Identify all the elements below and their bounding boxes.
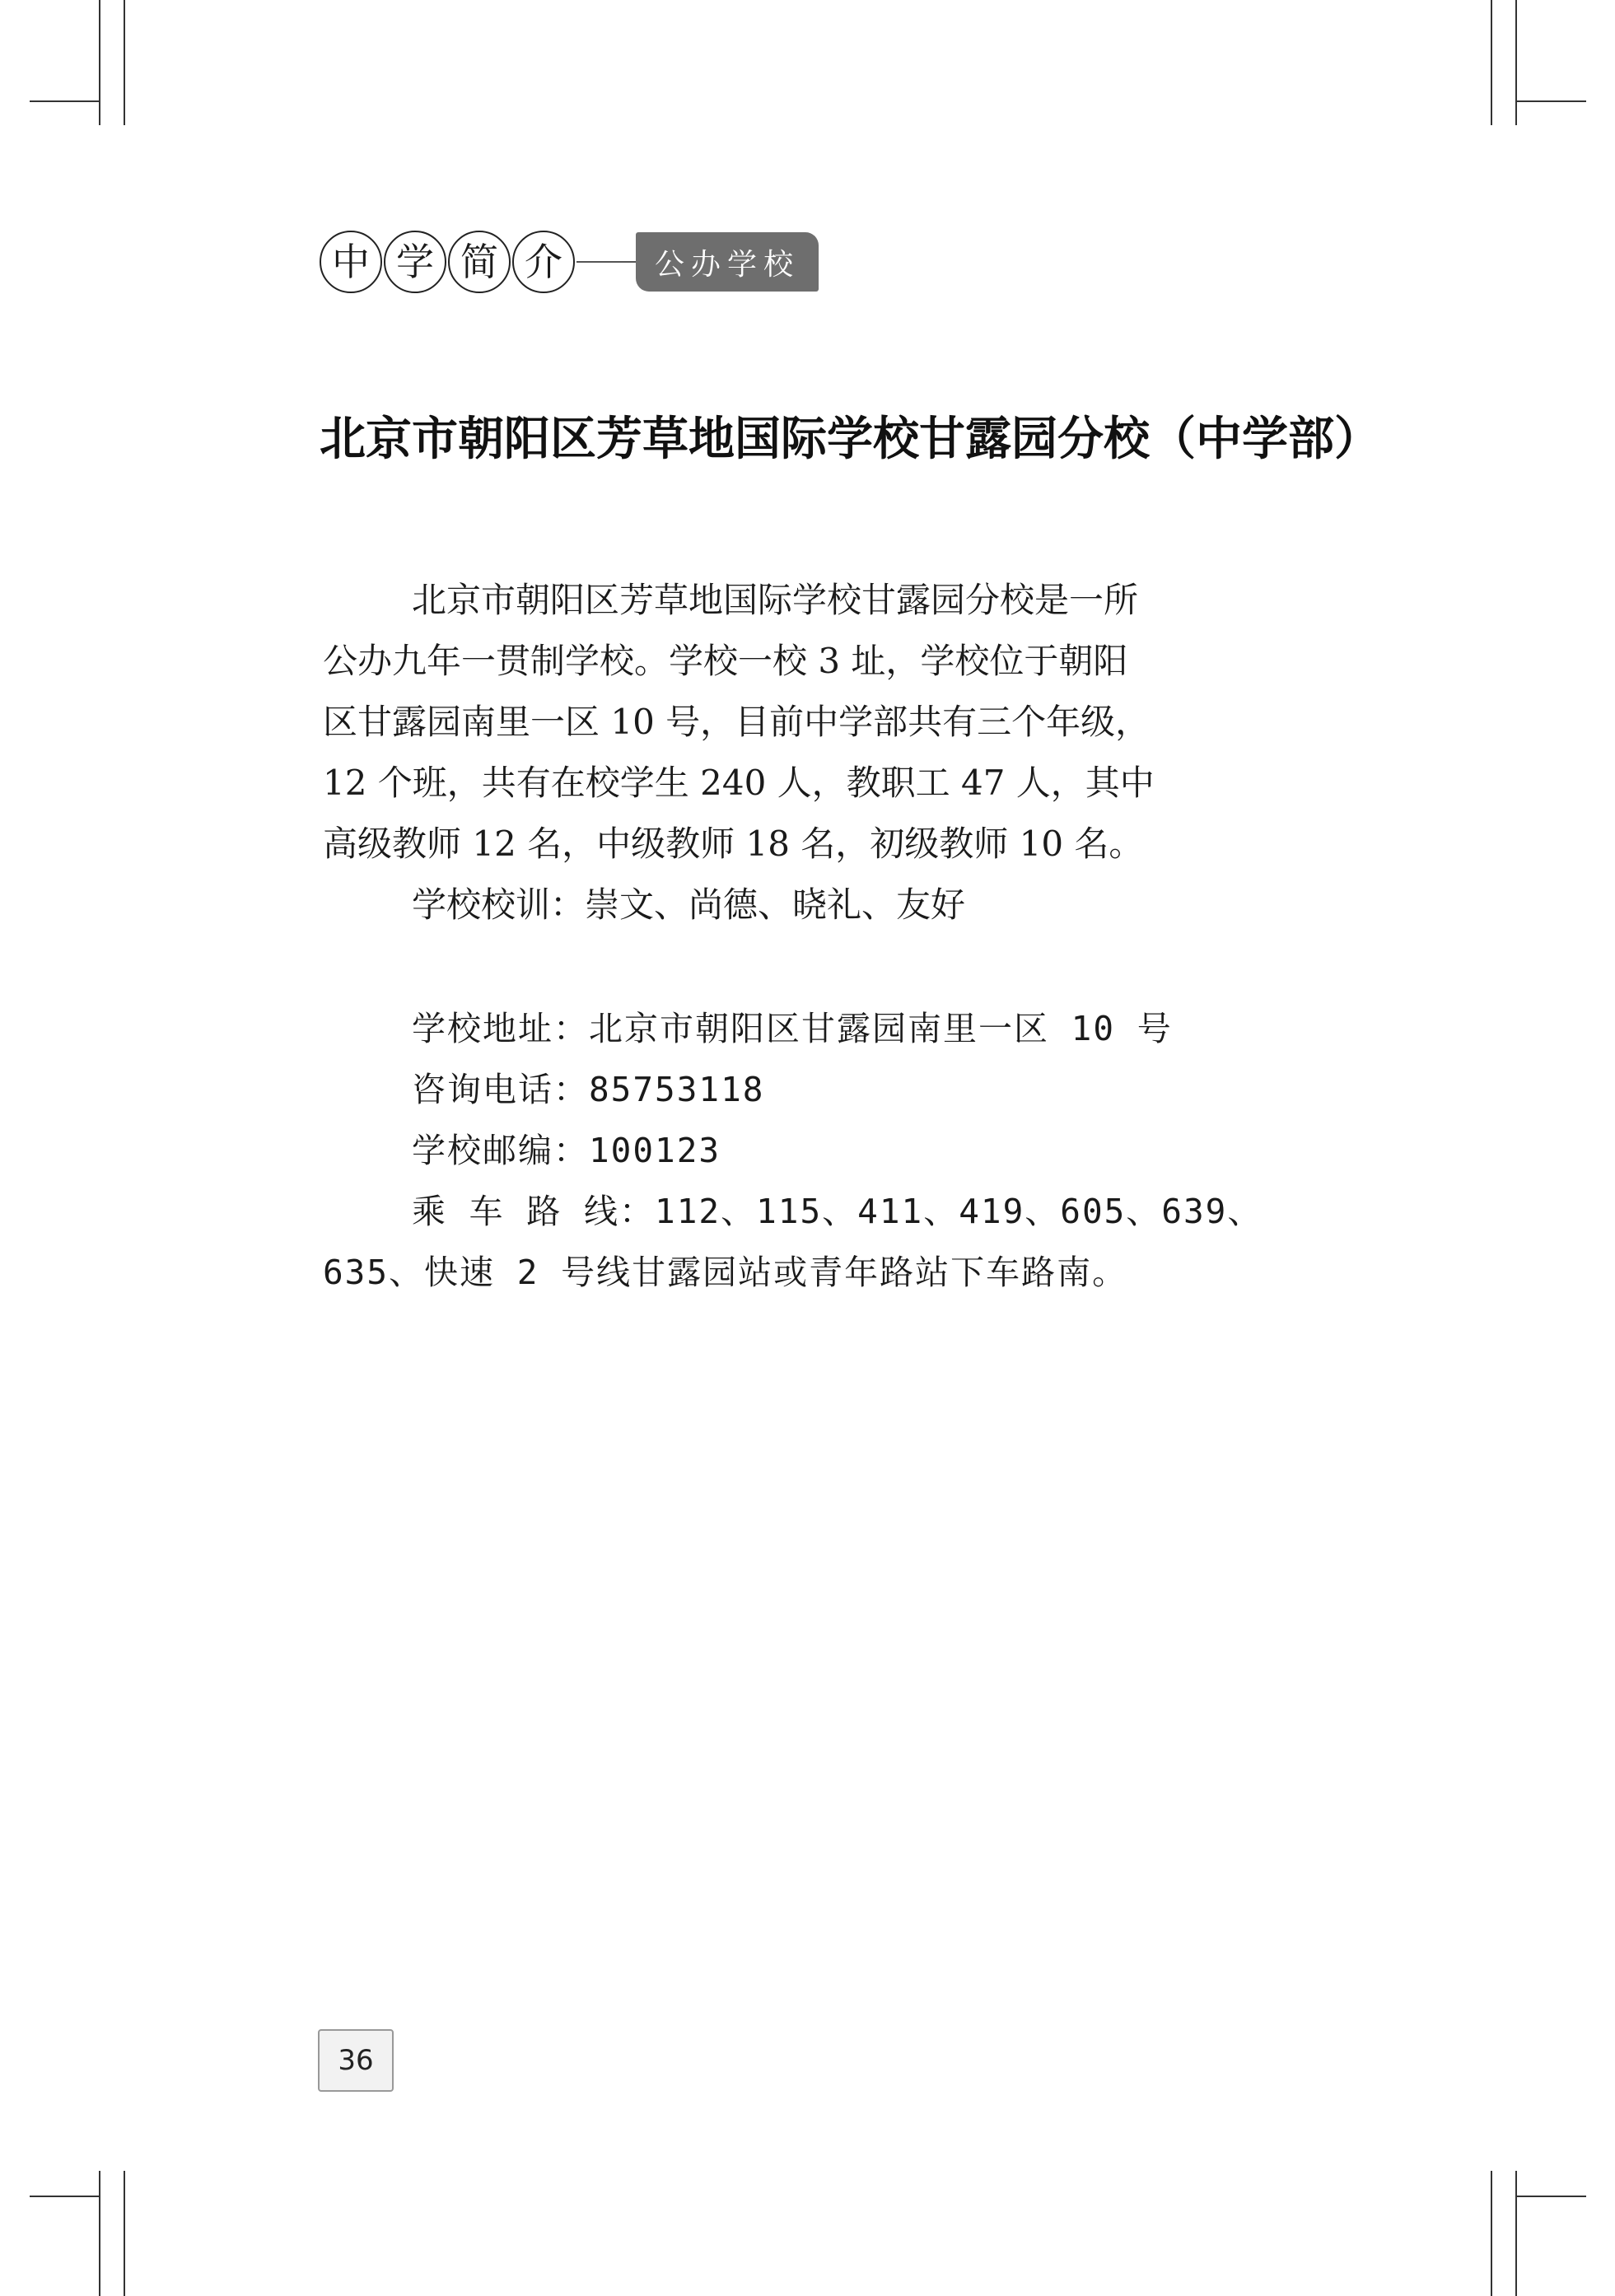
crop-mark (30, 2196, 100, 2197)
school-motto: 学校校训：崇文、尚德、晓礼、友好 (412, 884, 966, 925)
crop-mark (99, 2171, 100, 2296)
consult-phone: 咨询电话：85753118 (412, 1070, 765, 1109)
page-title: 北京市朝阳区芳草地国际学校甘露园分校（中学部） (320, 413, 1380, 466)
crop-mark (124, 2171, 125, 2296)
header-circle-char: 中 (320, 231, 382, 293)
crop-mark (1515, 100, 1586, 102)
body-text (323, 570, 1263, 1303)
crop-mark (30, 100, 100, 102)
bus-routes-continued: 635、快速 2 号线甘露园站或青年路站下车路南。 (323, 1253, 1128, 1292)
header-circle-char: 学 (384, 231, 446, 293)
crop-mark (124, 0, 125, 125)
school-address: 学校地址：北京市朝阳区甘露园南里一区 10 号 (412, 1009, 1173, 1048)
crop-mark (1515, 0, 1517, 125)
bus-routes: 乘 车 路 线：112、115、411、419、605、639、 (412, 1192, 1263, 1231)
intro-line: 公办九年一贯制学校。学校一校 3 址，学校位于朝阳 (323, 641, 1128, 681)
category-tag: 公办学校 (636, 232, 819, 292)
intro-line: 12 个班，共有在校学生 240 人，教职工 47 人，其中 (323, 763, 1155, 803)
intro-line: 区甘露园南里一区 10 号，目前中学部共有三个年级， (323, 702, 1151, 742)
intro-line: 北京市朝阳区芳草地国际学校甘露园分校是一所 (412, 580, 1139, 620)
crop-mark (1515, 2196, 1586, 2197)
header-circle-char: 介 (512, 231, 575, 293)
section-header (320, 231, 830, 301)
crop-mark (1491, 0, 1492, 125)
header-circle-char: 简 (448, 231, 511, 293)
crop-mark (99, 0, 100, 125)
intro-line: 高级教师 12 名，中级教师 18 名，初级教师 10 名。 (323, 824, 1144, 864)
page-number: 36 (318, 2029, 394, 2092)
crop-mark (1515, 2171, 1517, 2296)
crop-mark (1491, 2171, 1492, 2296)
header-connector-line (576, 261, 636, 263)
postcode: 学校邮编：100123 (412, 1131, 721, 1170)
